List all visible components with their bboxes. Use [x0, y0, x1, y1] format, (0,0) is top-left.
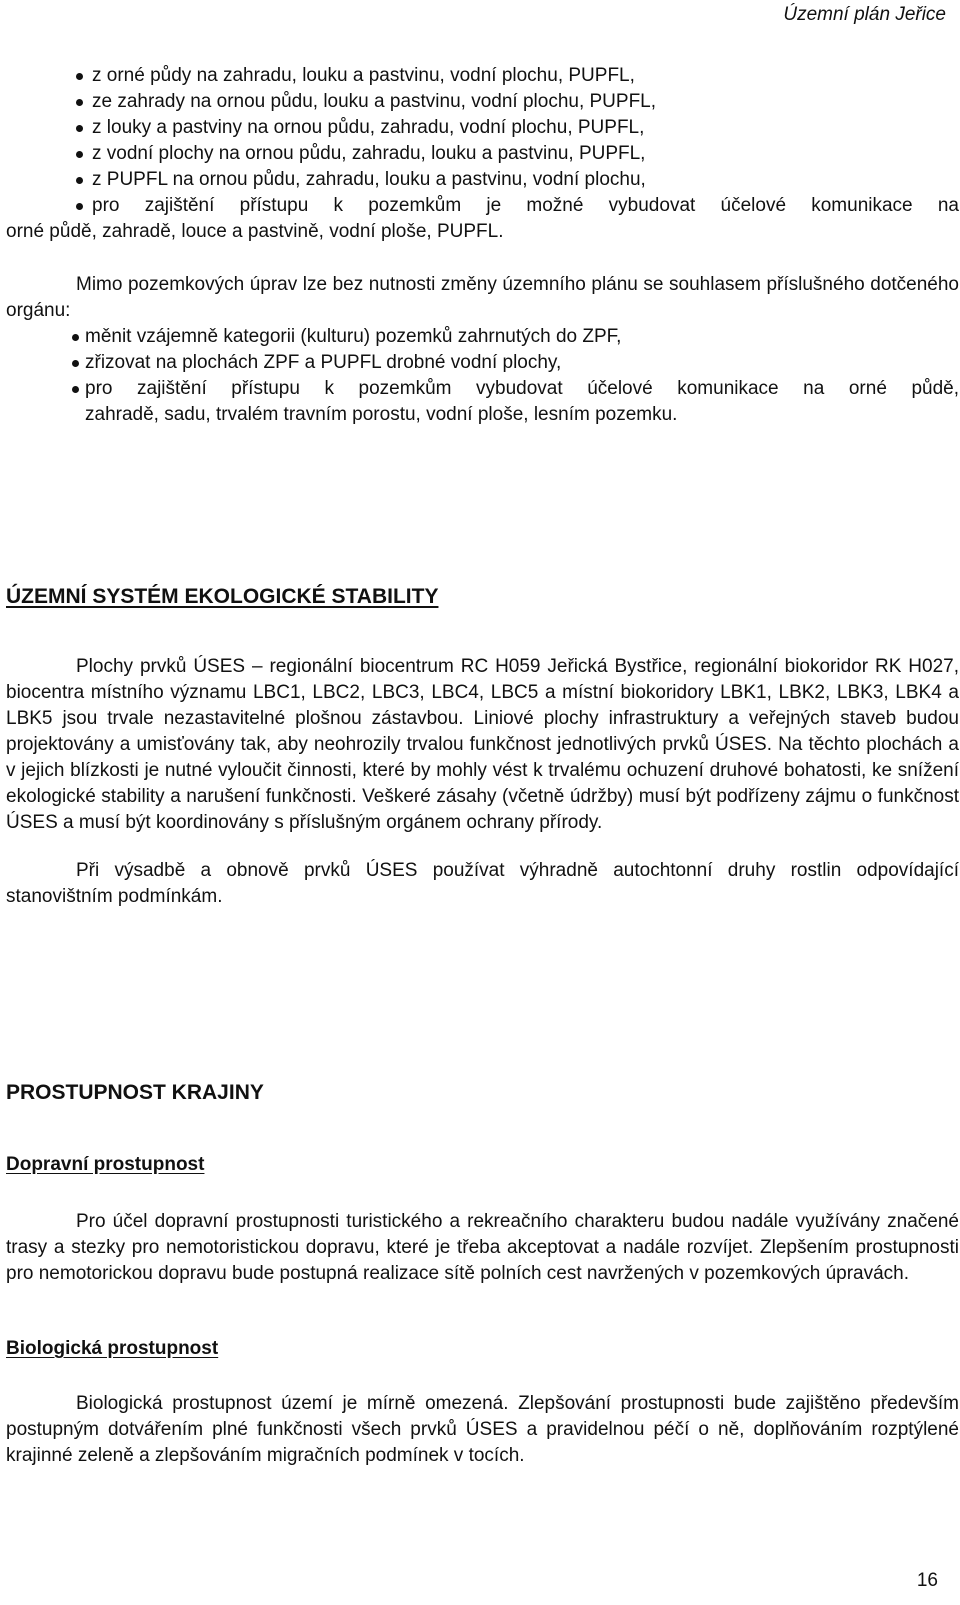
- subheading-biologicka: Biologická prostupnost: [6, 1338, 219, 1359]
- bullet-icon: [76, 99, 83, 106]
- list-item: ze zahrady na ornou půdu, louku a pastvinu, vodní plochu, PUPFL,: [6, 89, 959, 115]
- paragraph: Mimo pozemkových úprav lze bez nutnosti změny územního plánu se souhlasem příslušného dotčeného orgánu:: [6, 274, 959, 321]
- list-item: z orné půdy na zahradu, louku a pastvinu, vodní plochu, PUPFL,: [6, 63, 959, 89]
- document-header-title: Územní plán Jeřice: [783, 4, 946, 25]
- permission-section: [6, 272, 959, 428]
- list-item: měnit vzájemně kategorii (kulturu) pozemků zahrnutých do ZPF,: [6, 324, 959, 350]
- permission-list: [6, 324, 959, 428]
- bullet-icon: [72, 360, 79, 367]
- bullet-icon: [76, 125, 83, 132]
- bullet-icon: [76, 151, 83, 158]
- bullet-icon: [72, 386, 79, 393]
- dopravni-section: [6, 1209, 959, 1287]
- paragraph: Plochy prvků ÚSES – regionální biocentrum RC H059 Jeřická Bystřice, regionální biokoridor RK H027, biocentra místního významu LBC1, LBC2, LBC3, LBC4, LBC5 a místní biokoridory LBK1, LBK2, LBK3, LBK4 a LBK5 jsou trvale nezastavitelné plošnou zástavbou. Liniové plochy infrastruktury a veřejných staveb budou projektovány a umisťovány tak, aby neohrozily trvalou funkčnost jednotlivých prvků ÚSES. Na těchto plochách a v jejich blízkosti je nutné vyloučit činnosti, které by mohly vést k trvalému ochuzení druhové bohatosti, ke snížení ekologické stability a narušení funkčnosti. Veškeré zásahy (včetně údržby) musí být podřízeny zájmu o funkčnost ÚSES a musí být koordinovány s příslušným orgánem ochrany přírody.: [6, 656, 959, 833]
- paragraph: Při výsadbě a obnově prvků ÚSES používat výhradně autochtonní druhy rostlin odpovídající stanovištním podmínkám.: [6, 860, 959, 907]
- page-number: 16: [916, 1570, 938, 1591]
- conversion-list: [6, 63, 959, 245]
- list-item: z louky a pastviny na ornou půdu, zahradu, vodní plochu, PUPFL,: [6, 115, 959, 141]
- bullet-icon: [76, 73, 83, 80]
- paragraph: Biologická prostupnost území je mírně omezená. Zlepšování prostupnosti bude zajištěno především postupným dotvářením plné funkčnosti všech prvků ÚSES a pravidelnou péčí o ně, doplňováním rozptýlené krajinné zeleně a zlepšováním migračních podmínek v tocích.: [6, 1393, 959, 1466]
- bullet-icon: [76, 203, 83, 210]
- subheading-dopravni: Dopravní prostupnost: [6, 1154, 205, 1175]
- bullet-icon: [76, 177, 83, 184]
- list-item: zřizovat na plochách ZPF a PUPFL drobné vodní plochy,: [6, 350, 959, 376]
- paragraph: Pro účel dopravní prostupnosti turistického a rekreačního charakteru budou nadále využívány značené trasy a stezky pro nemotoristickou dopravu, které je třeba akceptovat a nadále rozvíjet. Zlepšením prostupnosti pro nemotorickou dopravu bude postupná realizace sítě polních cest navržených v pozemkových úpravách.: [6, 1211, 959, 1284]
- list-item: z vodní plochy na ornou půdu, zahradu, louku a pastvinu, PUPFL,: [6, 141, 959, 167]
- biologicka-section: [6, 1391, 959, 1469]
- list-item: pro zajištění přístupu k pozemkům je možné vybudovat účelové komunikace na orné půdě, zahradě, louce a pastvině, vodní ploše, PUPFL.: [6, 195, 959, 242]
- section-heading-uses: ÚZEMNÍ SYSTÉM EKOLOGICKÉ STABILITY: [6, 585, 439, 608]
- section-heading-prostupnost: PROSTUPNOST KRAJINY: [6, 1081, 264, 1104]
- uses-section: [6, 654, 959, 910]
- list-item: z PUPFL na ornou půdu, zahradu, louku a pastvinu, vodní plochu,: [6, 167, 959, 193]
- list-item: pro zajištění přístupu k pozemkům vybudovat účelové komunikace na orné půdě, zahradě, sadu, trvalém travním porostu, vodní ploše, lesním pozemku.: [6, 376, 959, 428]
- bullet-icon: [72, 334, 79, 341]
